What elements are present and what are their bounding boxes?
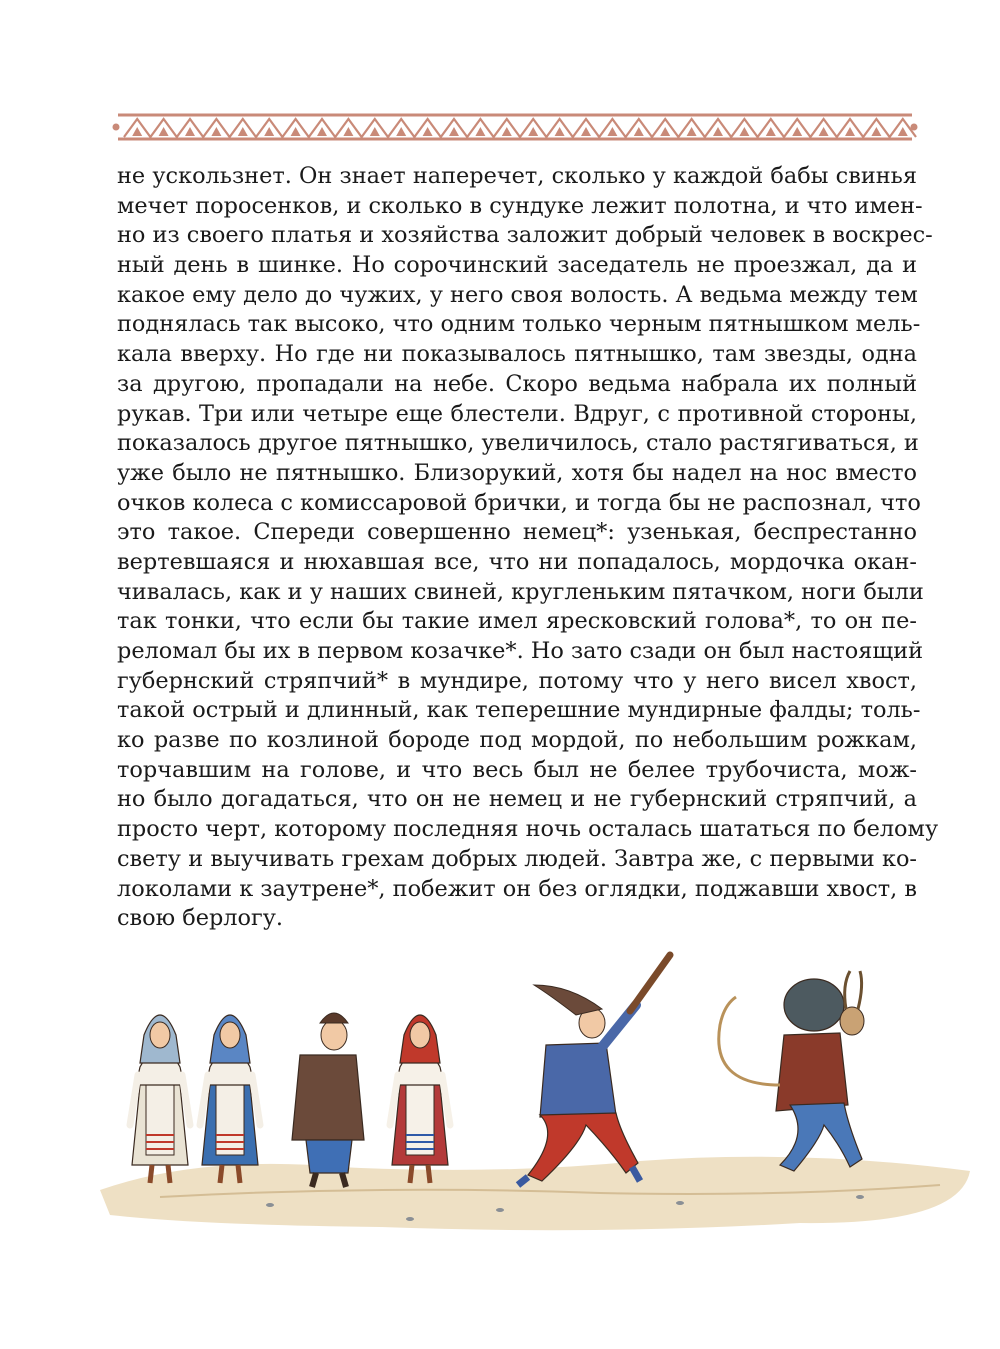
ornament-triangle [291,127,301,136]
tail [719,997,780,1085]
ornament-triangle [238,127,248,136]
hat [320,1013,348,1023]
figure-woman [390,1015,450,1183]
ornament-triangle [634,127,644,136]
text-line: ко разве по козлиной бороде под мордой, по небольшим рожкам, [117,727,917,754]
ornament-triangle [819,127,829,136]
ornament-triangle [343,127,353,136]
club [630,955,670,1011]
text-line: не ускользнет. Он знает наперечет, сколько у каждой бабы свинья [117,163,917,189]
face [220,1022,240,1048]
ornament-triangle [898,127,908,136]
ornament-triangle [317,127,327,136]
ornament-triangle [502,127,512,136]
ornament-triangle [475,127,485,136]
text-line: уже было не пятнышко. Близорукий, хотя бы надел на нос вместо [117,459,917,486]
trousers [306,1140,352,1173]
ornament-triangle [581,127,591,136]
text-line: локолами к заутрене*, побежит он без оглядки, поджавши хвост, в [117,875,917,902]
coat [776,1033,848,1111]
text-line: реломал бы их в первом козачке*. Но зато сзади он был настоящий [117,638,924,664]
boot [168,1165,170,1183]
text-line: вертевшаяся и нюхавшая все, что ни попадалось, мордочка окан- [117,548,917,575]
figure-woman [130,1015,190,1183]
text-line: какое ему дело до чужих, у него своя волость. А ведьма между тем [117,281,918,308]
text-line: очков колеса с комиссаровой брички, и тогда бы не распознал, что [117,489,921,516]
ornament-triangle [739,127,749,136]
figure-cossack [518,955,670,1185]
boot [342,1173,346,1187]
ornament-triangle [555,127,565,136]
text-line: это такое. Спереди совершенно немец*: узенькая, беспрестанно [117,519,917,546]
figure-devil [719,971,864,1171]
ornament-triangle [607,127,617,136]
ornament-triangle [845,127,855,136]
pebble [406,1217,414,1221]
boot [220,1165,222,1183]
boot [150,1165,152,1183]
face [150,1022,170,1048]
ornament-triangle [159,127,169,136]
ornament-triangle [713,127,723,136]
ornamental-border [112,112,918,142]
ornament-triangle [396,127,406,136]
ornament-triangle [660,127,670,136]
text-line: рукав. Три или четыре еще блестели. Вдруг, с противной стороны, [117,400,917,427]
figure-man [292,1013,364,1187]
horn [858,971,862,1009]
text-line: губернский стряпчий* в мундире, потому что у него висел хвост, [117,667,917,694]
pebble [496,1208,504,1212]
figure-woman [200,1015,260,1183]
text-line: но из своего платья и хозяйства заложит добрый человек в воскрес- [117,222,933,249]
text-line: такой острый и длинный, как теперешние мундирные фалды; толь- [117,697,921,724]
horn [845,971,850,1009]
boot [428,1165,430,1183]
ornament-triangle [528,127,538,136]
ornament-triangle [423,127,433,136]
text-line: мечет поросенков, и сколько в сундуке лежит полотна, и что имен- [117,192,923,219]
ornament-triangle [264,127,274,136]
face [410,1022,430,1048]
text-line: просто черт, которому последняя ночь осталась шататься по белому [117,816,939,843]
ornament-triangle [766,127,776,136]
text-line: за другою, пропадали на небе. Скоро ведьма набрала их полный [117,370,917,397]
ornament-triangle [370,127,380,136]
text-line: свою берлогу. [117,905,284,932]
illustration-procession [80,935,980,1235]
hat [534,985,602,1015]
ornament-triangle [132,127,142,136]
pebble [676,1201,684,1205]
ornament-triangle [792,127,802,136]
pebble [856,1195,864,1199]
text-line: но было догадаться, что он не немец и не губернский стряпчий, а [117,786,917,813]
boot [410,1165,412,1183]
boot [312,1173,316,1187]
text-line: кала вверху. Но где ни показывалось пятнышко, там звезды, одна [117,341,917,368]
ornament-triangle [211,127,221,136]
boot [238,1165,240,1183]
face [840,1007,864,1035]
text-line: чивалась, как и у наших свиней, кругленьким пятачком, ноги были [117,578,924,605]
text-line: ный день в шинке. Но сорочинский заседатель не проезжал, да и [117,252,917,279]
sack [784,979,844,1031]
ornament-triangle [185,127,195,136]
text-line: показалось другое пятнышко, увеличилось, стало растягиваться, и [117,430,919,457]
text-line: торчавшим на голове, и что весь был не белее трубочиста, мож- [117,756,917,783]
pebble [266,1203,274,1207]
ornament-triangle [687,127,697,136]
coat [540,1043,616,1117]
text-line: свету и выучивать грехам добрых людей. Завтра же, с первыми ко- [117,845,917,872]
face [321,1020,347,1050]
ornament-triangle [871,127,881,136]
text-line: так тонки, что если бы такие имел яресковский голова*, то он пе- [117,608,917,635]
ornament-dot [113,124,120,131]
body-text [117,162,939,934]
text-line: поднялась так высоко, что одним только черным пятнышком мель- [117,311,921,338]
ornament-triangle [449,127,459,136]
coat [292,1055,364,1140]
